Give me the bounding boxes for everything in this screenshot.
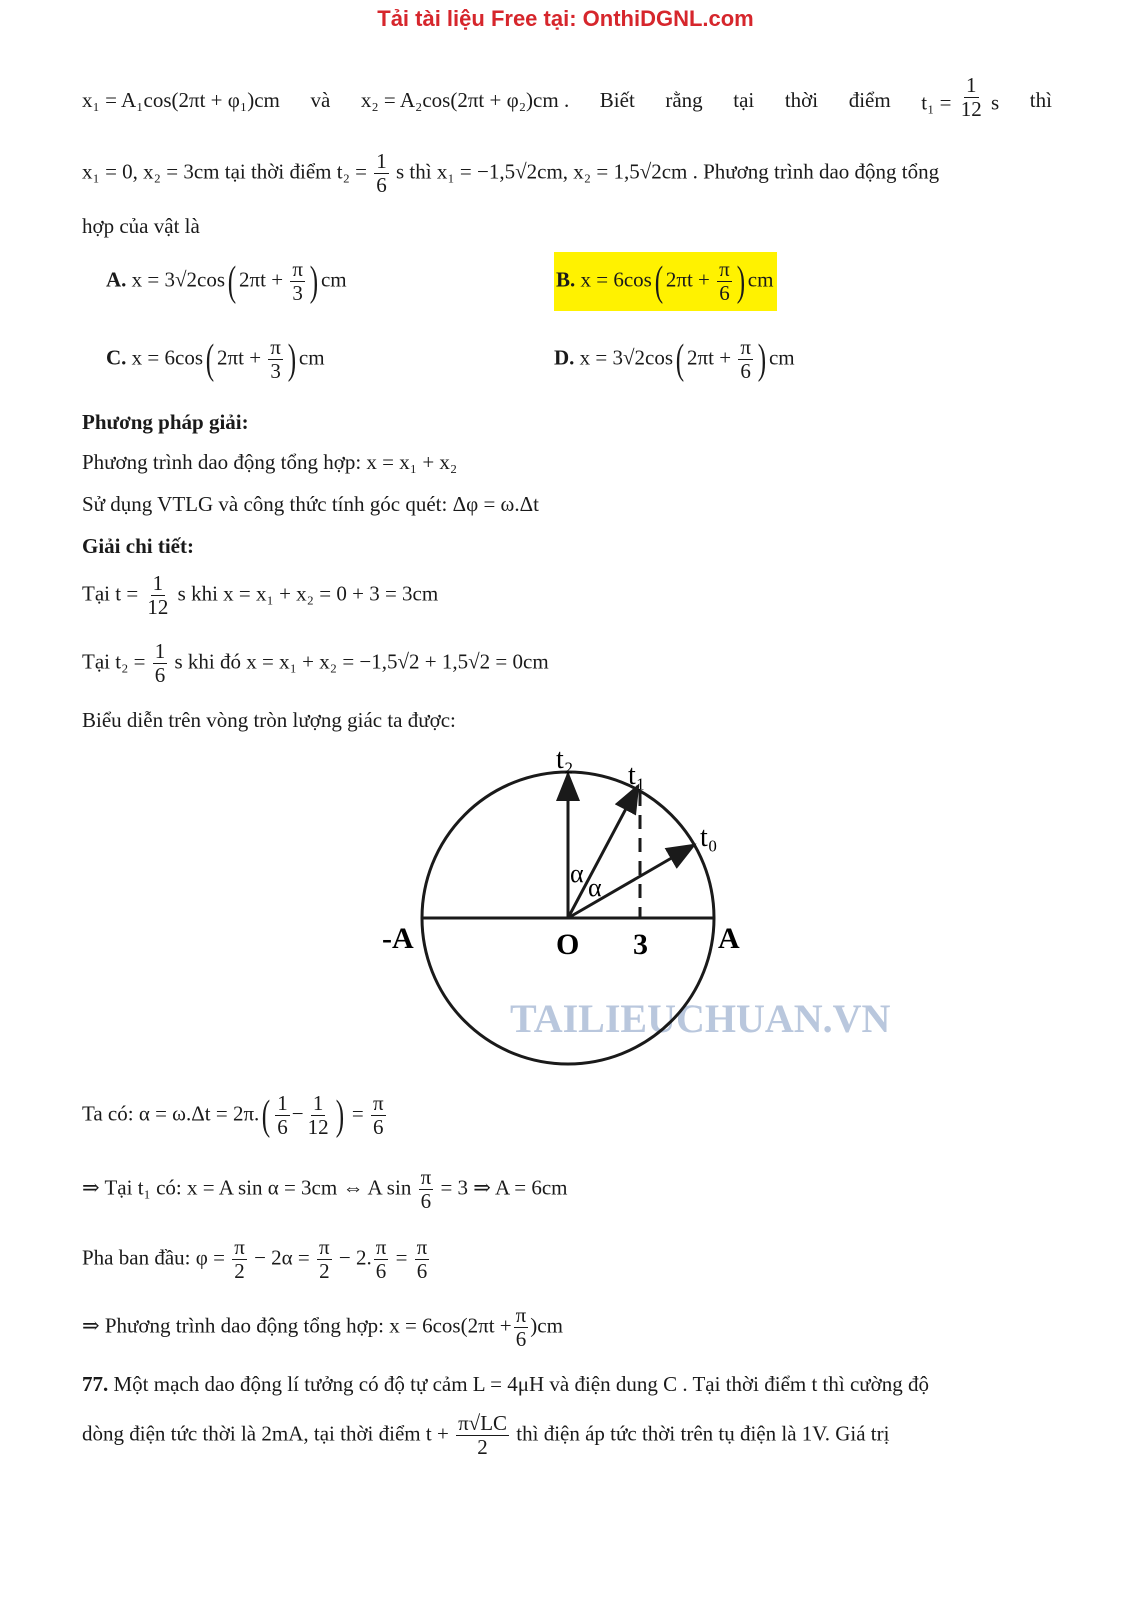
word: thời	[784, 88, 819, 112]
phase-fraction	[268, 336, 283, 383]
option-prefix: x = 6cos	[131, 345, 204, 370]
page-header[interactable]: Tải tài liệu Free tại: OnthiDGNL.com	[377, 6, 754, 31]
fraction	[514, 1304, 529, 1351]
right-paren: )	[736, 258, 745, 305]
solution-line-5	[82, 1166, 567, 1213]
text: Tại t₂ =	[82, 649, 146, 674]
solution-line-7	[82, 1304, 563, 1351]
solution-line-2	[82, 640, 549, 687]
option-unit: cm	[768, 345, 795, 370]
numerator: π	[372, 1091, 384, 1115]
option-a[interactable]	[106, 258, 347, 305]
left-paren: (	[205, 336, 215, 383]
unit-s: s	[991, 90, 1000, 115]
fraction	[456, 1412, 509, 1459]
numerator: 1	[154, 639, 166, 663]
solution-line-6	[82, 1236, 431, 1283]
text: − 2α =	[254, 1245, 310, 1270]
option-argument: 2πt +	[239, 267, 284, 292]
denominator: 6	[515, 1327, 527, 1352]
t1-expression	[921, 73, 1000, 122]
problem-line-2	[82, 150, 939, 197]
later-values: x₁ = −1,5√2cm, x₂ = 1,5√2cm . Phương trình dao động tổng	[436, 159, 940, 184]
numerator: π	[719, 257, 730, 281]
word: điểm	[848, 88, 891, 112]
word: Biết	[599, 88, 635, 112]
solution-line-1	[82, 572, 438, 619]
denominator: 6	[420, 1189, 432, 1214]
method-line-2: Sử dụng VTLG và công thức tính góc quét: Δφ = ω.Δt	[82, 492, 539, 516]
word: tại	[733, 88, 755, 112]
numerator: π	[319, 1235, 330, 1259]
denominator: 6	[416, 1259, 428, 1284]
option-prefix: x = 3√2cos	[579, 345, 674, 370]
denominator: 2	[477, 1435, 488, 1460]
problem-number: 77.	[82, 1372, 109, 1396]
denominator: 12	[960, 97, 982, 122]
fraction	[306, 1092, 331, 1139]
text: )cm	[530, 1313, 563, 1338]
minus: −	[291, 1101, 304, 1126]
fraction	[374, 1236, 389, 1283]
denominator: 3	[270, 359, 281, 384]
denominator: 6	[277, 1115, 288, 1140]
text: Ta có: α = ω.Δt = 2π.	[82, 1101, 260, 1126]
t1-label: t₁ =	[921, 90, 952, 115]
alpha-label-1: α	[570, 859, 584, 888]
text: Pha ban đầu: φ =	[82, 1245, 225, 1270]
time-fraction	[153, 640, 168, 687]
left-paren: (	[654, 258, 664, 305]
word: thì	[1029, 88, 1052, 112]
numerator: π	[270, 335, 281, 359]
text: dòng điện tức thời là 2mA, tại thời điểm t +	[82, 1421, 449, 1446]
denominator: 2	[319, 1259, 330, 1284]
numerator: π	[740, 335, 751, 359]
x2-definition: x₂ = A₂cos(2πt + φ₂)cm .	[360, 88, 570, 112]
left-paren: (	[227, 258, 237, 305]
numerator: π	[515, 1303, 527, 1327]
numerator: π	[420, 1165, 432, 1189]
text: ⇒ Phương trình dao động tổng hợp: x = 6cos(2πt +	[82, 1313, 512, 1338]
option-unit: cm	[747, 267, 774, 292]
t2-label: t₂ =	[336, 159, 367, 184]
text: s khi đó x = x₁ + x₂ = −1,5√2 + 1,5√2 = 0cm	[174, 649, 549, 674]
option-d[interactable]	[554, 336, 795, 383]
equals: =	[395, 1245, 408, 1270]
a-label: A	[718, 922, 740, 955]
problem-line-3: hợp của vật là	[82, 214, 200, 238]
phase-fraction	[290, 258, 305, 305]
numerator: π	[292, 257, 303, 281]
unit-and-then: s thì	[396, 159, 432, 184]
option-label: B.	[556, 267, 576, 292]
fraction	[419, 1166, 434, 1213]
option-argument: 2πt +	[687, 345, 732, 370]
text: thì điện áp tức thời trên tụ điện là 1V. Giá trị	[516, 1421, 890, 1446]
fraction	[275, 1092, 290, 1139]
right-paren: )	[335, 1092, 344, 1139]
denominator: 12	[147, 595, 169, 620]
phase-fraction	[717, 258, 732, 305]
denominator: 12	[307, 1115, 329, 1140]
numerator: 1	[966, 73, 977, 97]
denominator: 6	[375, 1259, 387, 1284]
watermark: TAILIEUCHUAN.VN	[510, 996, 891, 1041]
equals: =	[351, 1101, 364, 1126]
and-word: và	[310, 88, 331, 112]
option-argument: 2πt +	[217, 345, 262, 370]
text: Một mạch dao động lí tưởng có độ tự cảm L = 4μH và điện dung C . Tại thời điểm t thì cường độ	[113, 1372, 930, 1396]
option-label: C.	[106, 345, 127, 370]
method-title: Phương pháp giải:	[82, 410, 249, 434]
left-paren: (	[675, 336, 685, 383]
denominator: 6	[154, 663, 166, 688]
denominator: 6	[373, 1115, 384, 1140]
phase-fraction	[738, 336, 753, 383]
right-paren: )	[287, 336, 297, 383]
neg-a-label: -A	[382, 922, 414, 955]
numerator: 1	[376, 149, 387, 173]
denominator: 6	[719, 281, 730, 306]
numerator: π	[375, 1235, 387, 1259]
option-c[interactable]	[106, 336, 325, 383]
numerator: π	[234, 1235, 245, 1259]
right-paren: )	[309, 258, 319, 305]
alpha-label-2: α	[588, 873, 602, 902]
option-label: D.	[554, 345, 575, 370]
numerator: 1	[152, 571, 164, 595]
text: − 2.	[338, 1245, 372, 1270]
fraction	[232, 1236, 247, 1283]
denominator: 3	[292, 281, 303, 306]
t1-label: t₁	[628, 760, 646, 791]
solution-line-4	[82, 1092, 388, 1139]
word: rằng	[665, 88, 703, 112]
numerator: 1	[277, 1091, 288, 1115]
t0-label: t₀	[700, 822, 718, 853]
denominator: 6	[376, 173, 387, 198]
problem-line-1	[82, 73, 1052, 122]
fraction	[415, 1236, 430, 1283]
text: s khi x = x₁ + x₂ = 0 + 3 = 3cm	[177, 581, 439, 606]
t1-fraction	[959, 74, 984, 121]
numerator: 1	[312, 1091, 324, 1115]
three-label: 3	[633, 928, 648, 961]
right-paren: )	[757, 336, 767, 383]
left-paren: (	[262, 1092, 271, 1139]
option-argument: 2πt +	[665, 267, 710, 292]
time-fraction	[145, 572, 170, 619]
x1-definition: x₁ = A₁cos(2πt + φ₁)cm	[82, 88, 280, 112]
next-problem-line-2	[82, 1412, 889, 1459]
option-unit: cm	[298, 345, 325, 370]
denominator: 2	[234, 1259, 245, 1284]
origin-label: O	[556, 928, 580, 961]
trig-circle-figure	[370, 742, 891, 1072]
t2-label: t₂	[556, 744, 574, 775]
initial-values: x₁ = 0, x₂ = 3cm tại thời điểm	[82, 159, 332, 184]
option-unit: cm	[320, 267, 347, 292]
solution-title: Giải chi tiết:	[82, 534, 194, 558]
t2-fraction	[374, 150, 389, 197]
fraction	[317, 1236, 332, 1283]
next-problem-line-1	[82, 1372, 929, 1397]
option-prefix: x = 3√2cos	[131, 267, 226, 292]
solution-line-3: Biểu diễn trên vòng tròn lượng giác ta được:	[82, 708, 456, 732]
method-line-1: Phương trình dao động tổng hợp: x = x₁ + x₂	[82, 450, 458, 474]
text: Tại t =	[82, 581, 139, 606]
option-label: A.	[106, 267, 127, 292]
text: = 3 ⇒ A = 6cm	[440, 1175, 568, 1200]
text: ⇒ Tại t₁ có: x = A sin α = 3cm ⇔ A sin	[82, 1175, 412, 1200]
option-prefix: x = 6cos	[580, 267, 652, 292]
option-b[interactable]	[554, 252, 777, 311]
numerator: π√LC	[458, 1411, 508, 1435]
denominator: 6	[740, 359, 751, 384]
numerator: π	[416, 1235, 428, 1259]
fraction	[371, 1092, 386, 1139]
